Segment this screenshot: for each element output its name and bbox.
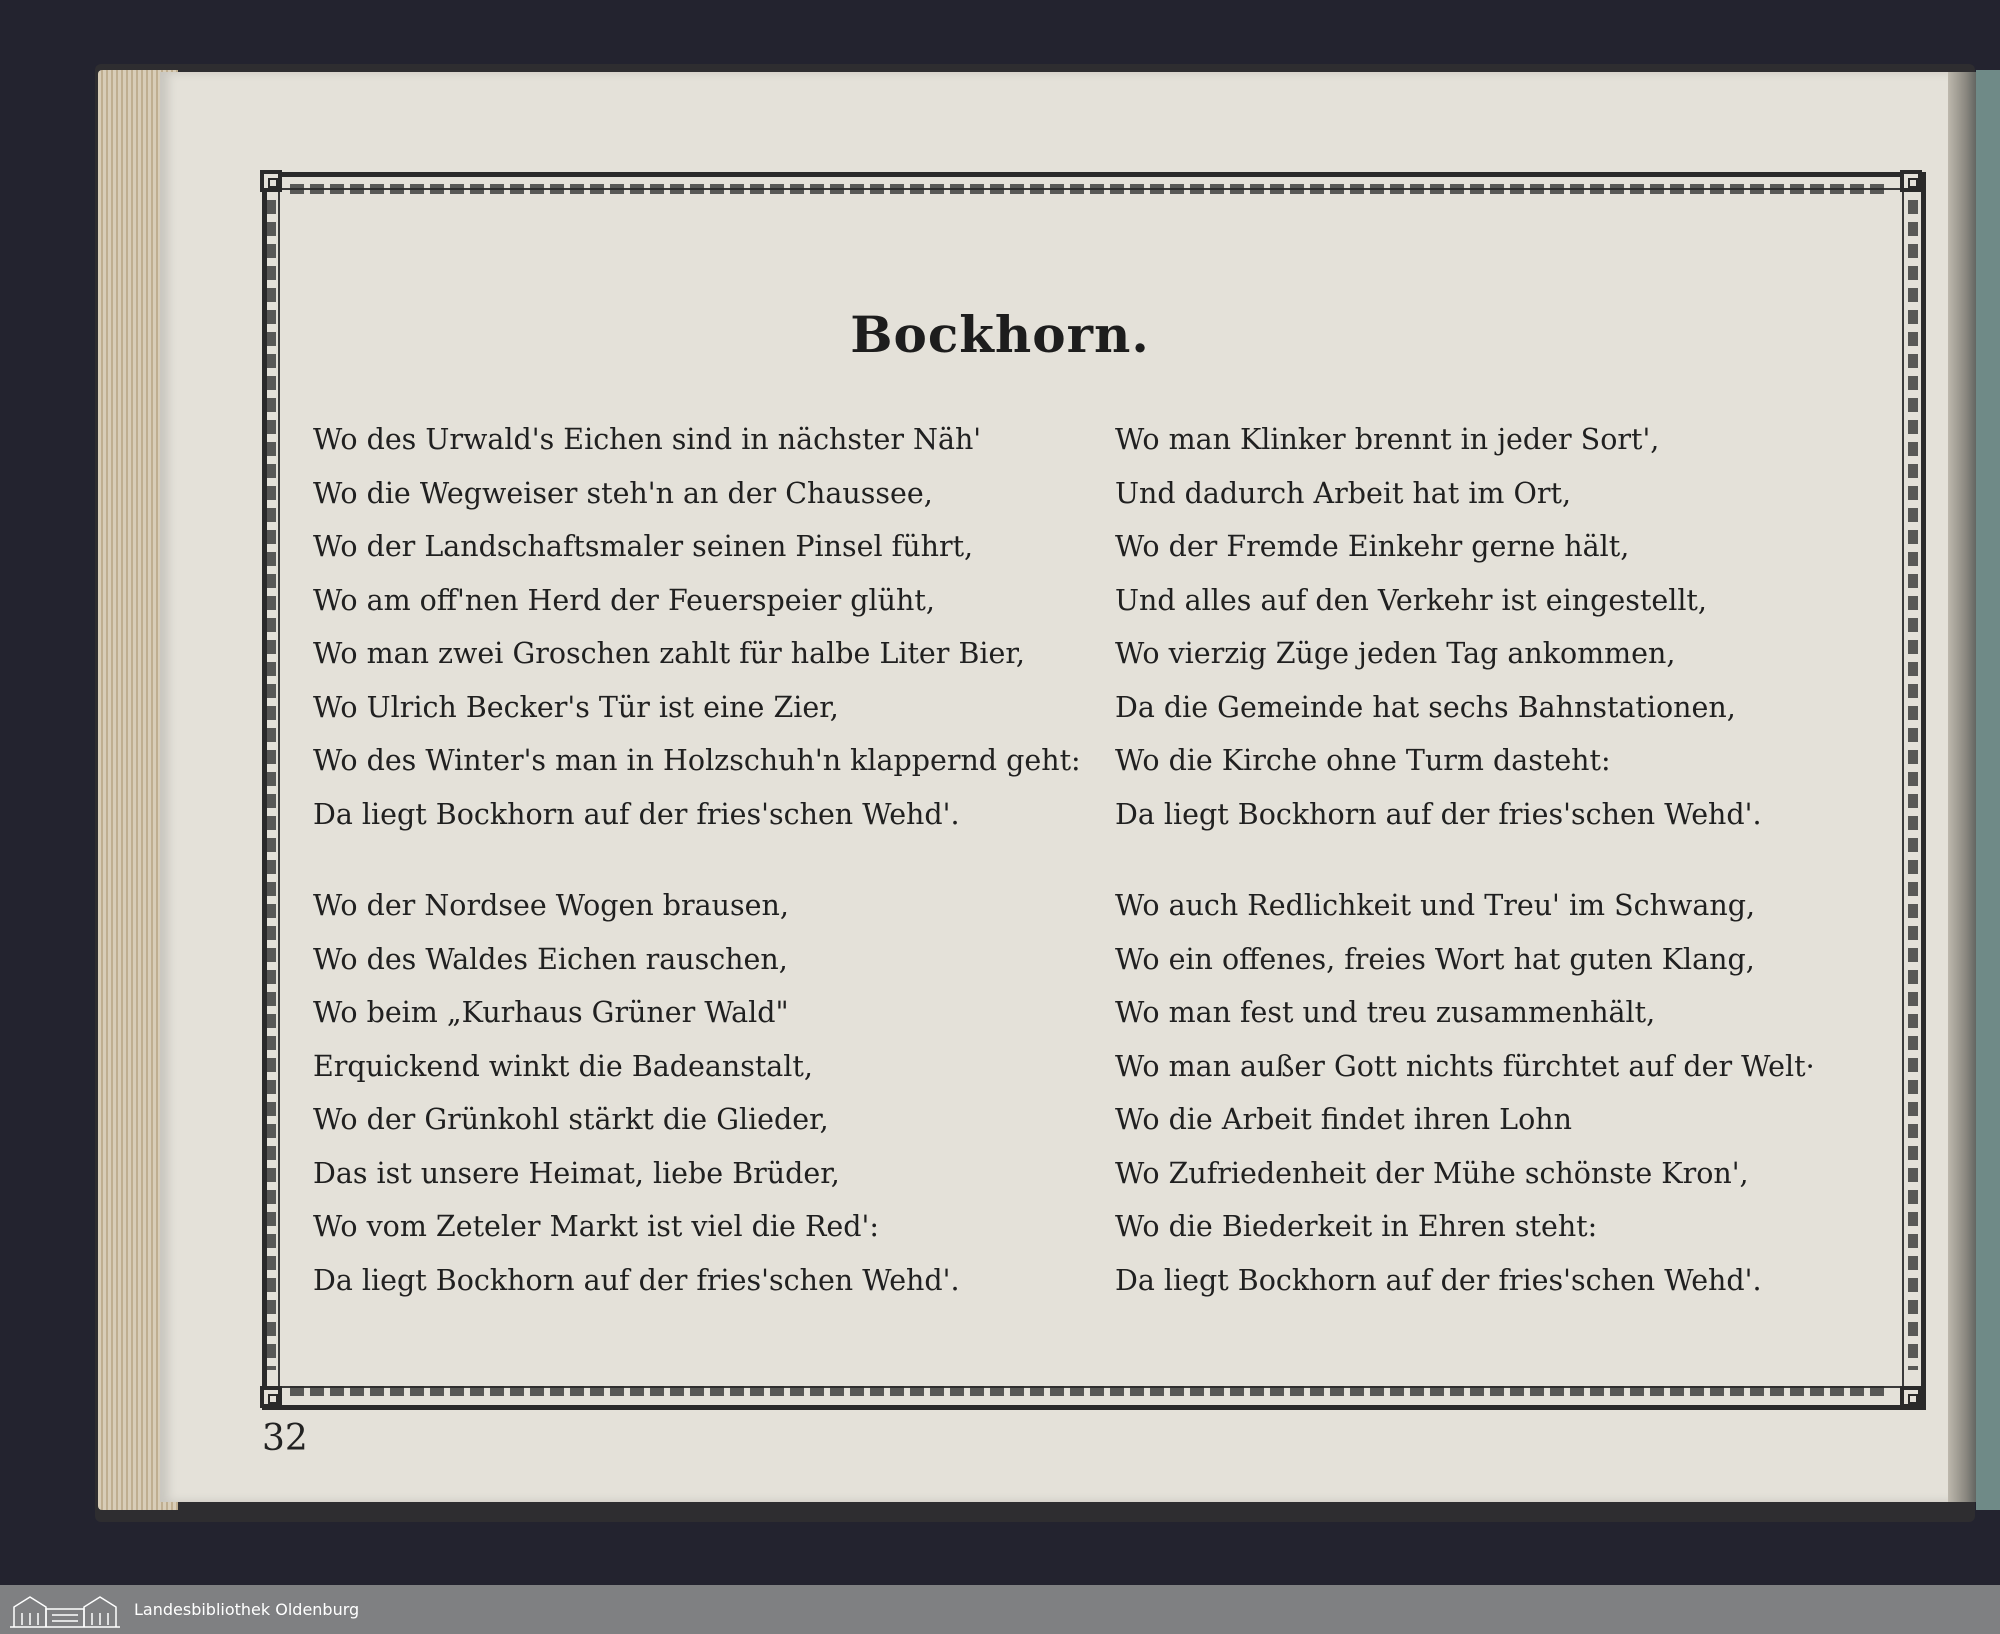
poem-line: Erquickend winkt die Badeanstalt, (313, 1049, 813, 1083)
book-cover-edge (1976, 70, 2000, 1510)
poem-line: Wo ein offenes, freies Wort hat guten Klang, (1115, 942, 1755, 976)
poem-line: Wo die Biederkeit in Ehren steht: (1115, 1210, 1598, 1243)
poem-line: Wo des Urwald's Eichen sind in nächster Näh' (313, 423, 982, 456)
poem-line: Und dadurch Arbeit hat im Ort, (1115, 476, 1572, 510)
poem-line: Da die Gemeinde hat sechs Bahnstationen, (1115, 690, 1736, 724)
frame-corner-top-left (260, 170, 282, 192)
poem-line: Wo vierzig Züge jeden Tag ankommen, (1115, 637, 1676, 670)
frame-corner-bottom-left (260, 1386, 282, 1408)
poem-line: Wo die Kirche ohne Turm dasteht: (1115, 744, 1611, 777)
poem-line: Da liegt Bockhorn auf der fries'schen Wehd'. (1115, 1263, 1762, 1297)
poem-line: Wo die Wegweiser steh'n an der Chaussee, (313, 476, 933, 510)
poem-title: Bockhorn. (850, 305, 1150, 364)
frame-corner-bottom-right (1900, 1386, 1922, 1408)
book-spine (1948, 72, 1978, 1502)
poem-line: Da liegt Bockhorn auf der fries'schen Wehd'. (313, 1263, 960, 1297)
poem-line: Das ist unsere Heimat, liebe Brüder, (313, 1156, 840, 1190)
poem-line: Wo der Landschaftsmaler seinen Pinsel führt, (313, 530, 974, 563)
frame-ornament-right (1908, 200, 1918, 1370)
poem-line: Wo beim „Kurhaus Grüner Wald" (313, 996, 789, 1029)
poem-line: Wo man außer Gott nichts fürchtet auf der Welt· (1115, 1049, 1815, 1083)
poem-line: Wo des Winter's man in Holzschuh'n klappernd geht: (313, 744, 1081, 777)
poem-line: Wo Zufriedenheit der Mühe schönste Kron', (1115, 1156, 1749, 1190)
poem-line: Wo des Waldes Eichen rauschen, (313, 942, 788, 976)
library-name: Landesbibliothek Oldenburg (134, 1600, 360, 1619)
poem-line: Wo auch Redlichkeit und Treu' im Schwang, (1115, 889, 1756, 922)
poem-line: Wo der Fremde Einkehr gerne hält, (1115, 530, 1630, 563)
poem-line: Wo die Arbeit findet ihren Lohn (1115, 1103, 1572, 1136)
frame-ornament-bottom (290, 1386, 1890, 1396)
poem-line: Wo vom Zeteler Markt ist viel die Red': (313, 1210, 879, 1243)
stanza-1 (313, 413, 1081, 841)
stanza-4 (1115, 879, 1815, 1307)
library-footer-bar (0, 1585, 2000, 1634)
stanza-3 (313, 879, 960, 1307)
poem-line: Wo der Grünkohl stärkt die Glieder, (313, 1103, 829, 1136)
frame-corner-top-right (1900, 170, 1922, 192)
poem-line: Wo man fest und treu zusammenhält, (1115, 996, 1656, 1029)
poem-line: Da liegt Bockhorn auf der fries'schen Wehd'. (1115, 797, 1762, 831)
poem-line: Und alles auf den Verkehr ist eingestellt, (1115, 583, 1707, 617)
poem-line: Wo am off'nen Herd der Feuerspeier glüht, (313, 583, 935, 617)
poem-line: Da liegt Bockhorn auf der fries'schen Wehd'. (313, 797, 960, 831)
poem-line: Wo Ulrich Becker's Tür ist eine Zier, (313, 690, 839, 724)
poem-line: Wo man Klinker brennt in jeder Sort', (1115, 423, 1660, 456)
poem-line: Wo man zwei Groschen zahlt für halbe Liter Bier, (313, 637, 1025, 670)
frame-ornament-left (266, 200, 276, 1370)
library-building-icon (8, 1591, 122, 1629)
frame-ornament-top (290, 184, 1890, 194)
poem-line: Wo der Nordsee Wogen brausen, (313, 889, 789, 922)
stanza-2 (1115, 413, 1762, 841)
page-number: 32 (262, 1418, 308, 1459)
